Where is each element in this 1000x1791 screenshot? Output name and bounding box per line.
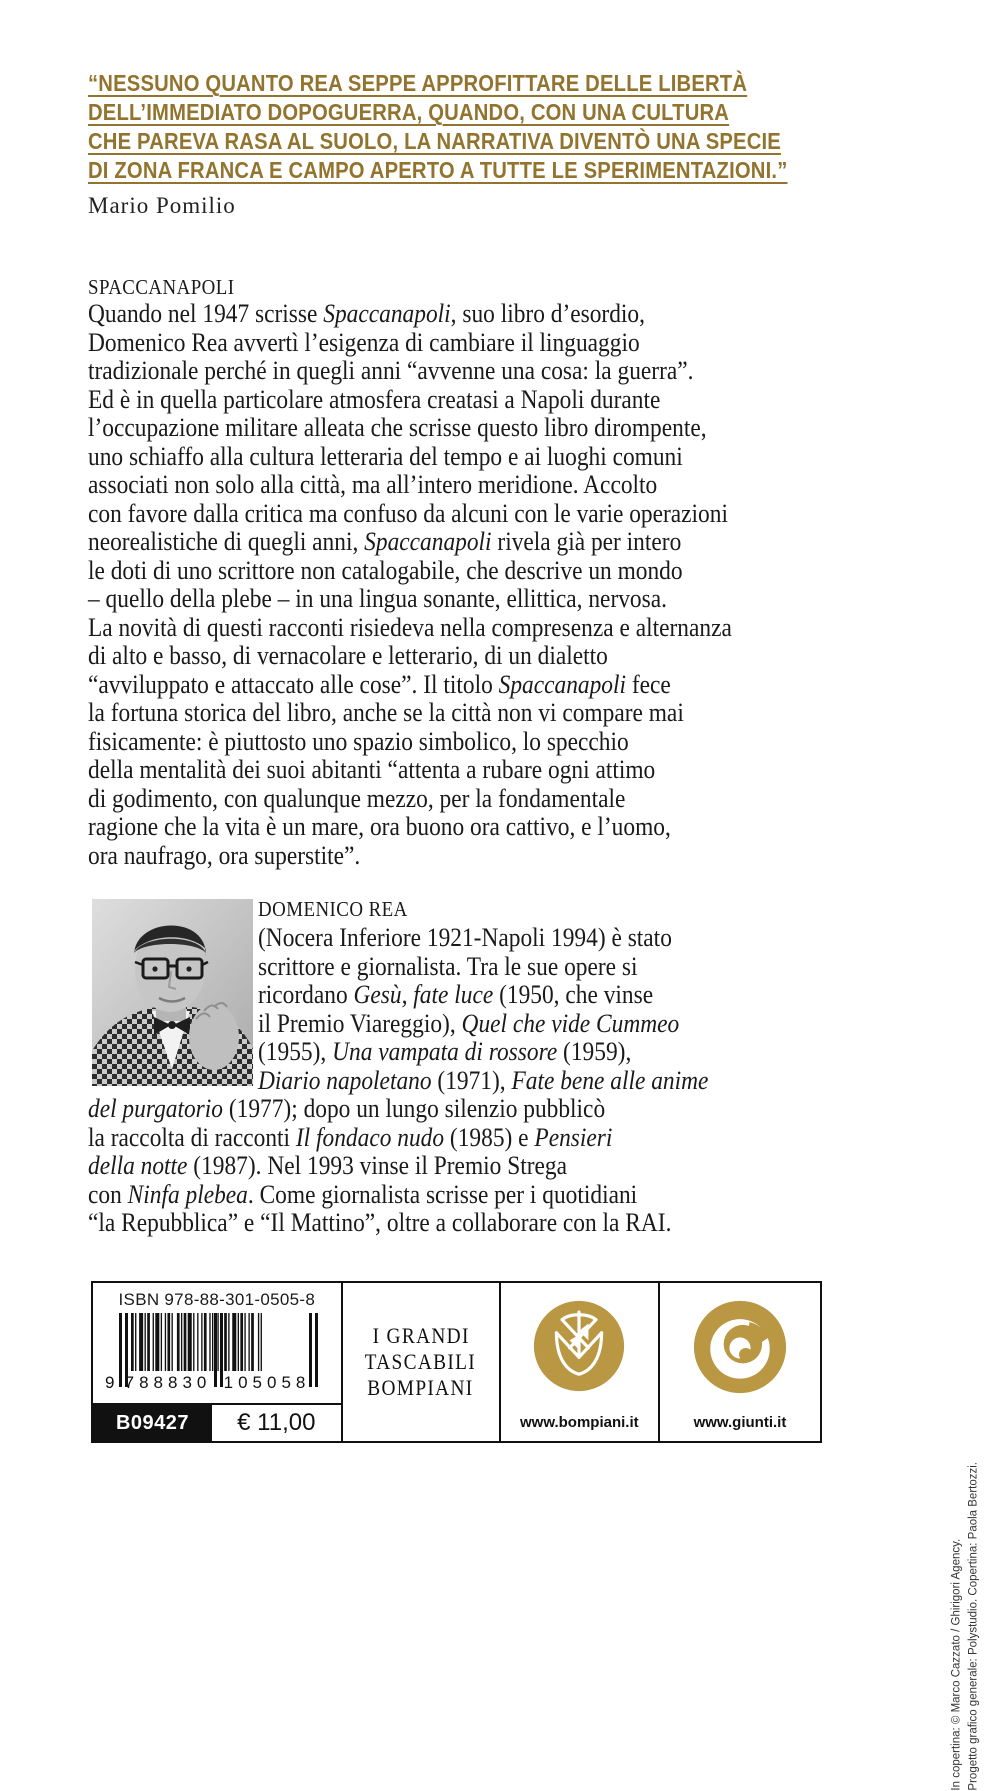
text-line: la fortuna storica del libro, anche se la città non vi compare mai [88,698,684,727]
author-photo [92,899,253,1086]
text-line: con Ninfa plebea. Come giornalista scrisse per i quotidiani [88,1179,638,1209]
bompiani-cell [499,1283,658,1441]
text-line: associati non solo alla città, ma all’intero meridione. Accolto [88,470,658,499]
text-line: CHE PAREVA RASA AL SUOLO, LA NARRATIVA DIVENTÒ UNA SPECIE [88,128,781,154]
synopsis-section [88,274,803,870]
giunti-cell [658,1283,820,1441]
text-line: le doti di uno scrittore non catalogabile, che descrive un mondo [88,555,683,585]
barcode-digit-first: 9 [105,1373,115,1392]
ean-barcode [103,1313,331,1393]
text-line: – quello della plebe – in una lingua sonante, ellittica, nervosa. [88,584,667,613]
text-line: della notte (1987). Nel 1993 vinse il Premio Strega [88,1151,567,1180]
text-line: di godimento, con qualunque mezzo, per la fondamentale [88,783,626,813]
text-line: Quando nel 1947 scrisse Spaccanapoli, suo libro d’esordio, [88,299,645,328]
text-line: (1955), Una vampata di rossore (1959), [258,1037,632,1066]
bompiani-logo-icon [532,1299,626,1393]
text-line: tradizionale perché in quegli anni “avvenne una cosa: la guerra”. [88,356,694,385]
price-row [93,1403,341,1441]
text-line: Ed è in quella particolare atmosfera creatasi a Napoli durante [88,384,661,414]
author-name: DOMENICO REA [258,897,408,921]
footer-box [91,1281,822,1443]
review-quote-text [88,69,883,185]
text-line: la raccolta di racconti Il fondaco nudo (1985) e Pensieri [88,1122,613,1152]
text-line: (Nocera Inferiore 1921-Napoli 1994) è stato [258,923,672,952]
bompiani-url: www.bompiani.it [520,1414,639,1431]
text-line: ricordano Gesù, fate luce (1950, che vinse [258,980,654,1009]
text-line: BOMPIANI [367,1375,474,1400]
text-line: della mentalità dei suoi abitanti “attenta a rubare ogni attimo [88,755,656,784]
text-line: ragione che la vita è un mare, ora buono ora cattivo, e l’uomo, [88,812,671,841]
cover-credits [949,1462,983,1791]
text-line: “NESSUNO QUANTO REA SEPPE APPROFITTARE DELLE LIBERTÀ [88,70,748,96]
text-line: “la Repubblica” e “Il Mattino”, oltre a collaborare con la RAI. [88,1208,672,1237]
text-line: TASCABILI [364,1349,477,1374]
text-line: ora naufrago, ora superstite”. [88,840,361,870]
text-line: La novità di questi racconti risiedeva nella compresenza e alternanza [88,612,732,642]
text-line: DI ZONA FRANCA E CAMPO APERTO A TUTTE LE SPERIMENTAZIONI.” [88,157,788,183]
text-line: l’occupazione militare alleata che scrisse questo libro dirompente, [88,413,707,442]
quote-attribution: Mario Pomilio [88,193,236,218]
imprint-label [341,1283,499,1441]
price: € 11,00 [237,1409,316,1436]
text-line: DELL’IMMEDIATO DOPOGUERRA, QUANDO, CON UNA CULTURA [88,99,730,125]
design-credit-line: Progetto grafico generale: Polystudio. Copertina: Paola Bertozzi. [968,1462,980,1791]
text-line: Diario napoletano (1971), Fate bene alle anime [258,1065,709,1095]
text-line: del purgatorio (1977); dopo un lungo silenzio pubblicò [88,1094,606,1123]
cover-credit-line: In copertina: © Marco Cazzato / Ghirigori Agency. [951,1538,963,1791]
text-line: fisicamente: è piuttosto uno spazio simbolico, lo specchio [88,726,629,756]
text-line: il Premio Viareggio), Quel che vide Cummeo [258,1008,680,1038]
isbn-label: ISBN 978-88-301-0505-8 [118,1290,316,1309]
giunti-logo-icon [692,1299,788,1395]
text-line: neorealistiche di quegli anni, Spaccanapoli rivela già per intero [88,527,682,556]
barcode-cell [93,1283,341,1441]
synopsis-heading: SPACCANAPOLI [88,275,235,299]
author-bio-text-continued [88,1095,736,1238]
giunti-url: www.giunti.it [693,1414,787,1431]
author-bio-text [258,924,758,1095]
text-line: scrittore e giornalista. Tra le sue opere si [258,951,638,981]
text-line: Domenico Rea avvertì l’esigenza di cambiare il linguaggio [88,327,640,357]
author-bio-section [258,895,758,1095]
text-line: uno schiaffo alla cultura letteraria del tempo e ai luoghi comuni [88,441,683,471]
edition-code: B09427 [93,1405,212,1441]
barcode-digits-left: 788830 [124,1373,212,1392]
review-quote-block [88,69,883,219]
text-line: con favore dalla critica ma confuso da alcuni con le varie operazioni [88,498,728,528]
barcode-digits-right: 105058 [223,1373,311,1392]
text-line: I GRANDI [372,1323,470,1348]
text-line: “avviluppato e attaccato alle cose”. Il titolo Spaccanapoli fece [88,669,671,699]
text-line: di alto e basso, di vernacolare e letterario, di un dialetto [88,641,608,670]
synopsis-text [88,300,803,870]
